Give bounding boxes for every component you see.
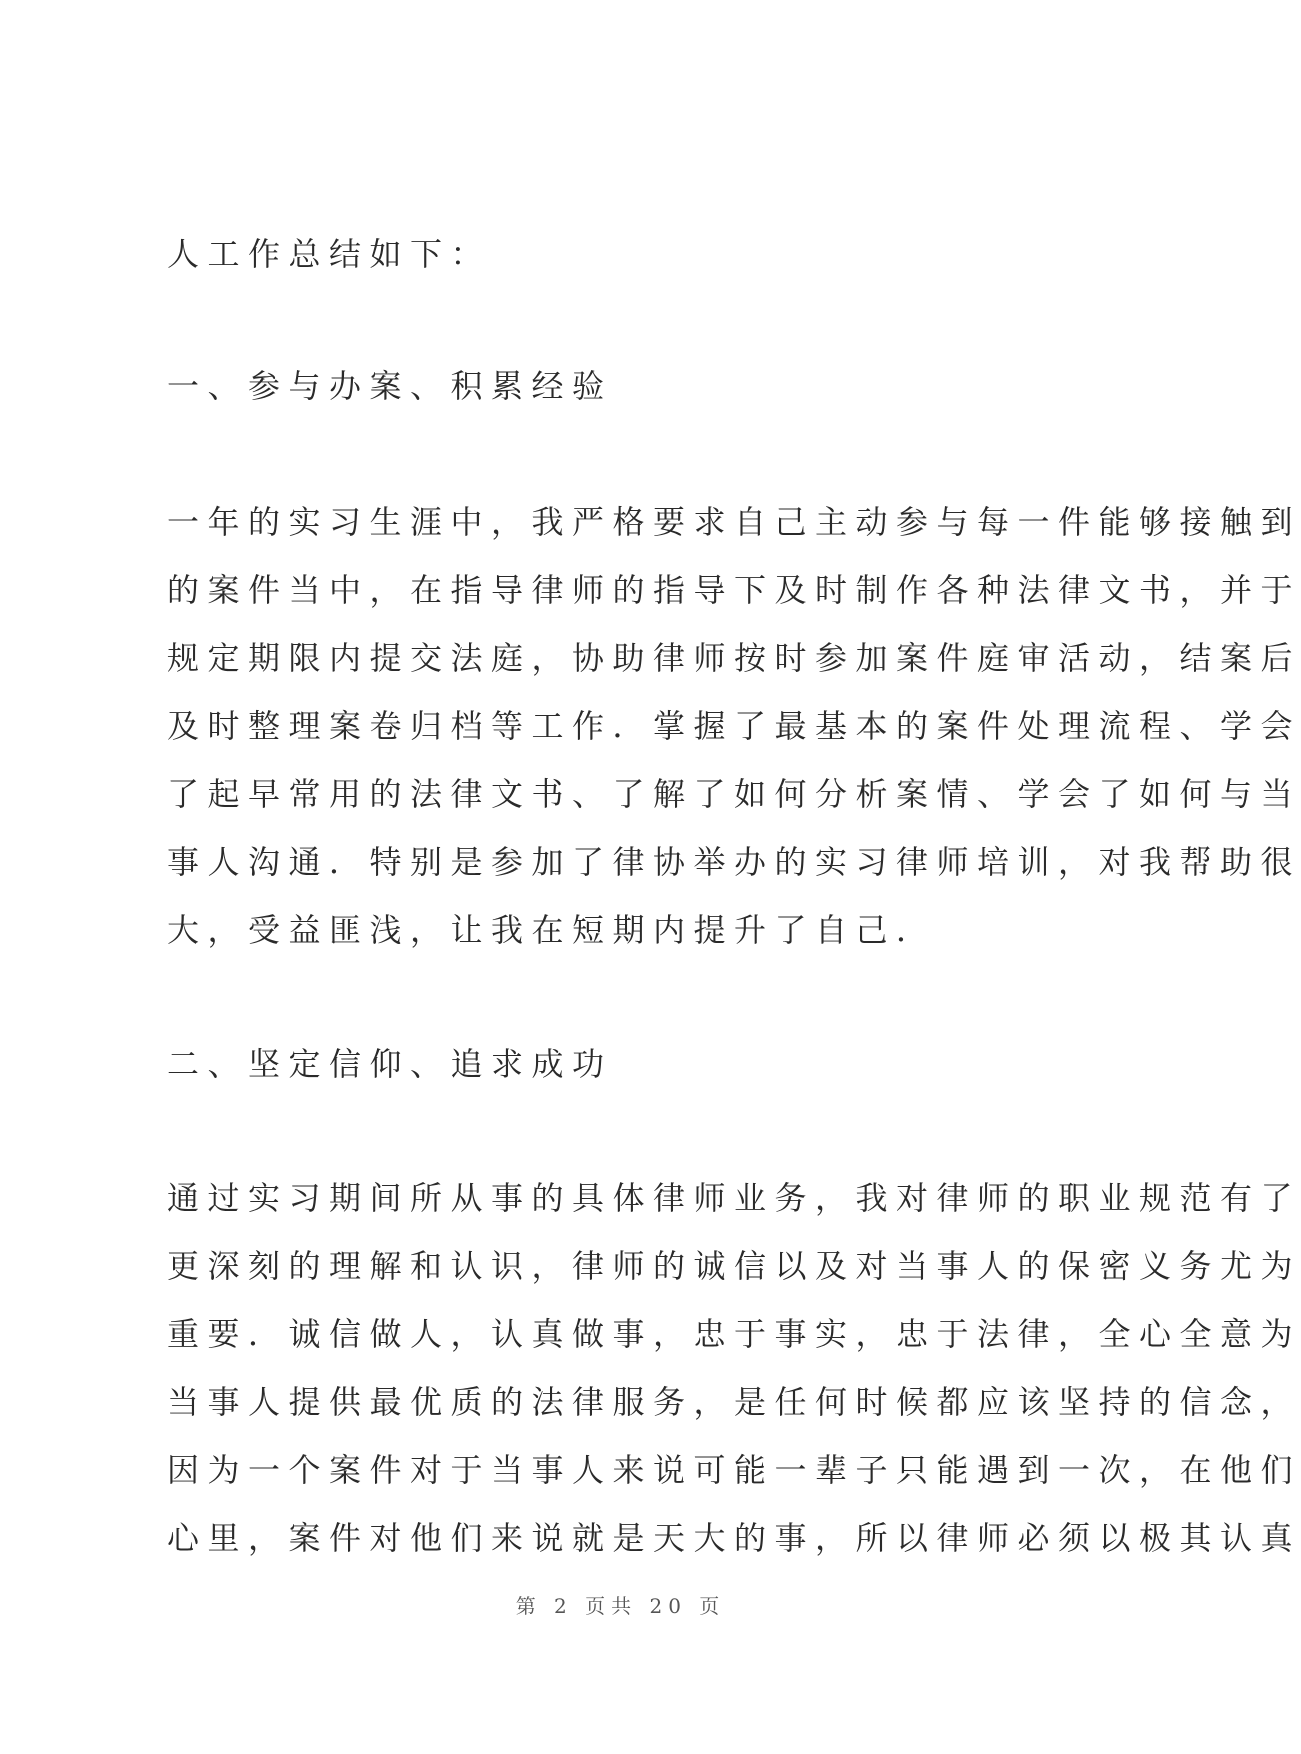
page-number-footer: 第 2 页共 20 页 bbox=[515, 1594, 726, 1618]
document-body bbox=[167, 220, 1301, 1572]
section-heading: 一、参与办案、积累经验 bbox=[167, 367, 613, 405]
paragraph-line: 规定期限内提交法庭，协助律师按时参加案件庭审活动，结案后 bbox=[167, 639, 1301, 677]
paragraph-line: 及时整理案卷归档等工作．掌握了最基本的案件处理流程、学会 bbox=[167, 707, 1301, 745]
section-heading: 二、坚定信仰、追求成功 bbox=[167, 1045, 613, 1083]
paragraph-line: 更深刻的理解和认识，律师的诚信以及对当事人的保密义务尤为 bbox=[167, 1247, 1301, 1285]
paragraph-line: 大，受益匪浅，让我在短期内提升了自己． bbox=[167, 911, 937, 949]
paragraph-line: 了起早常用的法律文书、了解了如何分析案情、学会了如何与当 bbox=[167, 775, 1301, 813]
paragraph-line: 通过实习期间所从事的具体律师业务，我对律师的职业规范有了 bbox=[167, 1179, 1301, 1217]
paragraph-line: 因为一个案件对于当事人来说可能一辈子只能遇到一次，在他们 bbox=[167, 1451, 1301, 1489]
paragraph-line: 人工作总结如下： bbox=[167, 235, 492, 273]
paragraph-line: 重要．诚信做人，认真做事，忠于事实，忠于法律，全心全意为 bbox=[167, 1315, 1301, 1353]
paragraph-line: 事人沟通．特别是参加了律协举办的实习律师培训，对我帮助很 bbox=[167, 843, 1301, 881]
paragraph-line: 的案件当中，在指导律师的指导下及时制作各种法律文书，并于 bbox=[167, 571, 1301, 609]
paragraph-line: 心里，案件对他们来说就是天大的事，所以律师必须以极其认真 bbox=[167, 1519, 1301, 1557]
paragraph-line: 一年的实习生涯中，我严格要求自己主动参与每一件能够接触到 bbox=[167, 503, 1301, 541]
paragraph-line: 当事人提供最优质的法律服务，是任何时候都应该坚持的信念， bbox=[167, 1383, 1301, 1421]
